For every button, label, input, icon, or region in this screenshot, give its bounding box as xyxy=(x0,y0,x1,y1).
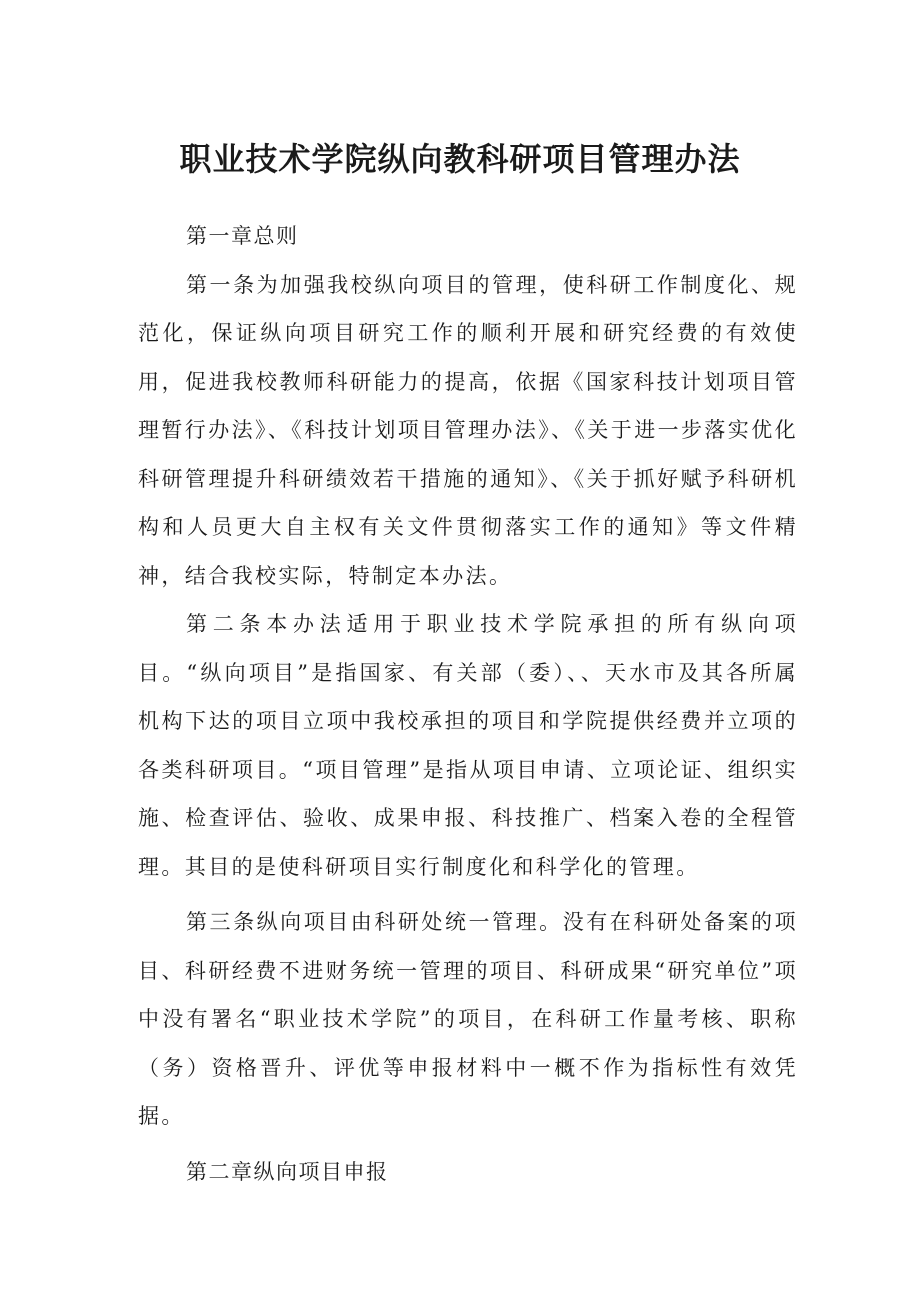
document-body xyxy=(138,212,798,1196)
article-2: 第二条本办法适用于职业技术学院承担的所有纵向项目。“纵向项目”是指国家、有关部（委）、、天水市及其各所属机构下达的项目立项中我校承担的项目和学院提供经费并立项的各类科研项目。“项目管理”是指从项目申请、立项论证、组织实施、检查评估、验收、成果申报、科技推广、档案入卷的全程管理。其目的是使科研项目实行制度化和科学化的管理。 xyxy=(138,612,798,879)
chapter-heading-1: 第一章总则 xyxy=(186,224,299,248)
chapter-heading-2: 第二章纵向项目申报 xyxy=(186,1159,389,1184)
document-title: 职业技术学院纵向教科研项目管理办法 xyxy=(179,140,741,178)
article-1: 第一条为加强我校纵向项目的管理，使科研工作制度化、规范化，保证纵向项目研究工作的顺利开展和研究经费的有效使用，促进我校教师科研能力的提高，依据《国家科技计划项目管理暂行办法》、《科技计划项目管理办法》、《关于进一步落实优化科研管理提升科研绩效若干措施的通知》、《关于抓好赋予科研机构和人员更大自主权有关文件贯彻落实工作的通知》等文件精神，结合我校实际，特制定本办法。 xyxy=(138,272,798,588)
article-3: 第三条纵向项目由科研处统一管理。没有在科研处备案的项目、科研经费不进财务统一管理的项目、科研成果“研究单位”项中没有署名“职业技术学院”的项目，在科研工作量考核、职称（务）资格晋升、评优等申报材料中一概不作为指标性有效凭据。 xyxy=(138,910,798,1128)
